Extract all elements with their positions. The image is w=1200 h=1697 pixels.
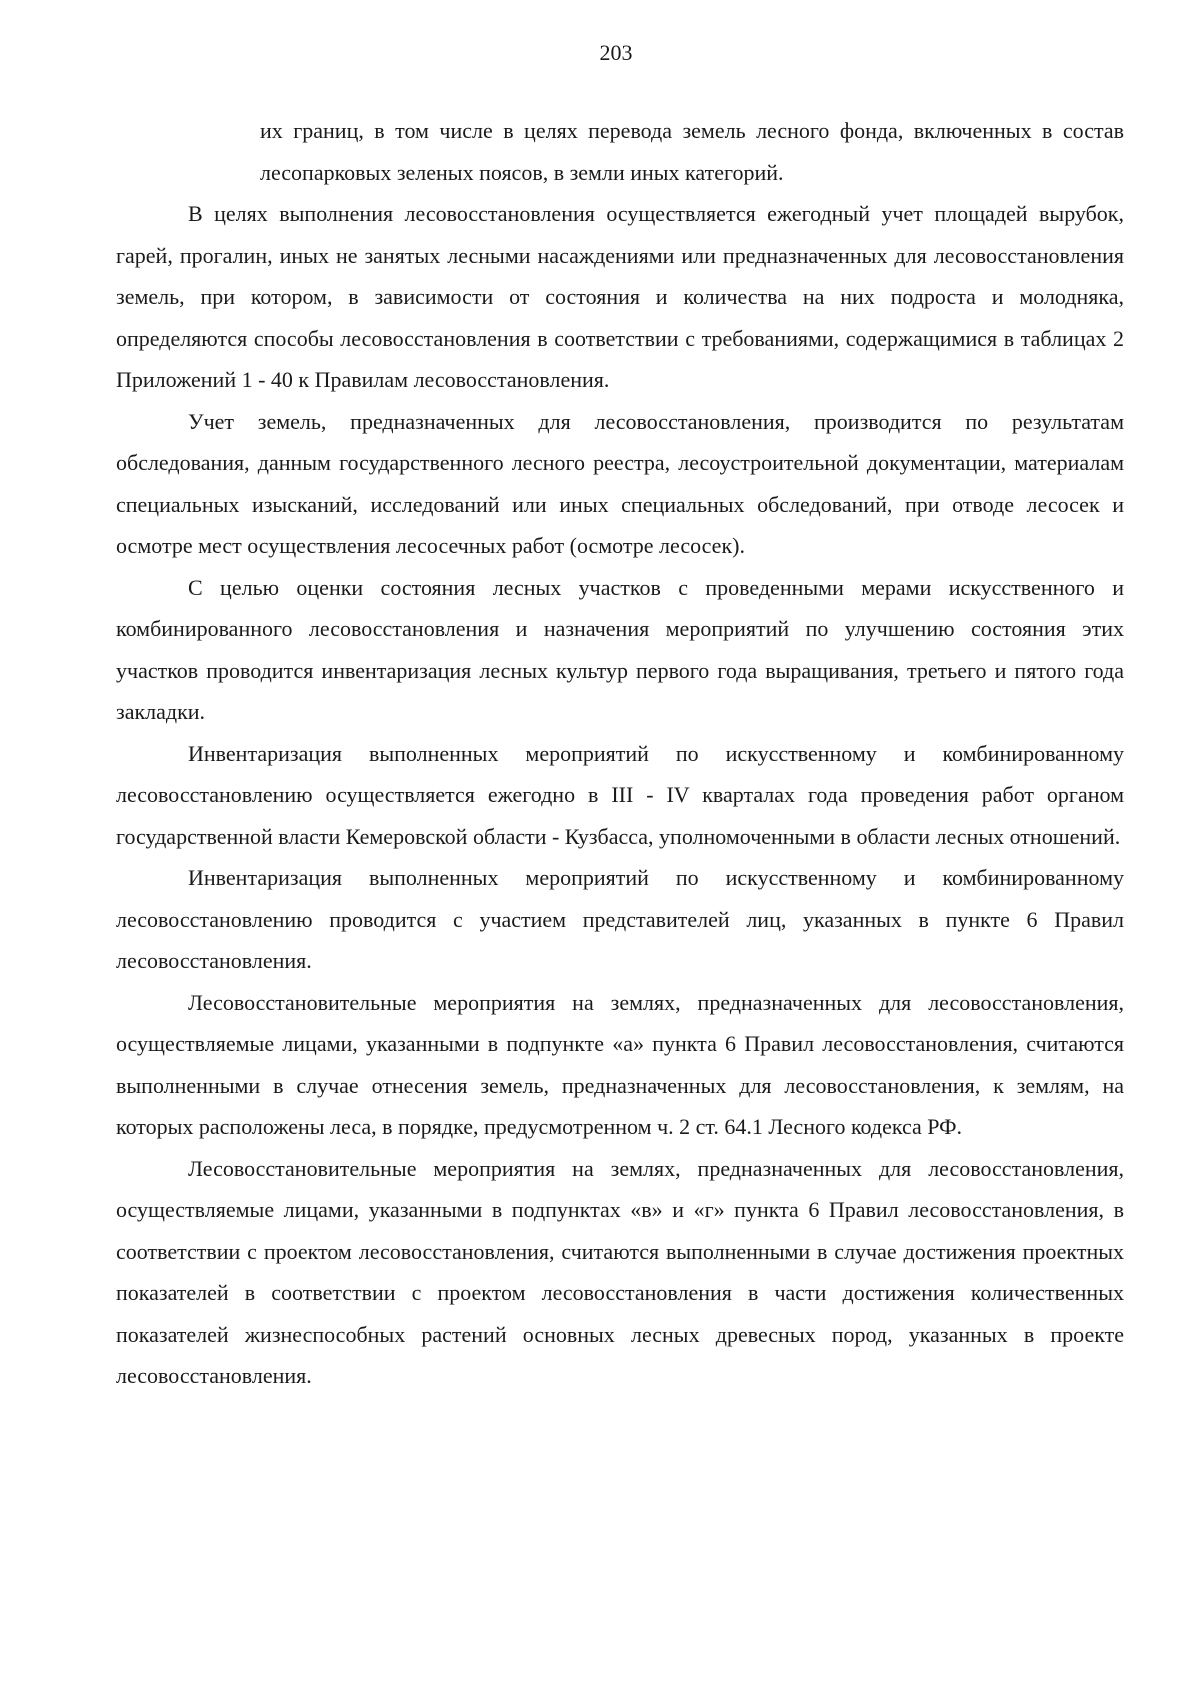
page-number: 203 xyxy=(599,40,633,65)
paragraph-land-accounting: Учет земель, предназначенных для лесовосстановления, производится по результатам обследования, данным государственного лесного реестра, лесоустроительной документации, материалам специальных изысканий, исследований или иных специальных обследований, при отводе лесосек и осмотре мест осуществления лесосечных работ (осмотре лесосек). xyxy=(116,408,1124,558)
paragraph-reforestation-accounting: В целях выполнения лесовосстановления осуществляется ежегодный учет площадей вырубок, гарей, прогалин, иных не занятых лесными насаждениями или предназначенных для лесовосстановления земель, при котором, в зависимости от состояния и количества на них подроста и молодняка, определяются способы лесовосстановления в соответствии с требованиями, содержащимися в таблицах 2 Приложений 1 - 40 к Правилам лесовосстановления. xyxy=(116,201,1124,392)
paragraph-measures-subpoint-a: Лесовосстановительные мероприятия на землях, предназначенных для лесовосстановления, осуществляемые лицами, указанными в подпункте «а» пункта 6 Правил лесовосстановления, считаются выполненными в случае отнесения земель, предназначенных для лесовосстановления, к землям, на которых расположены леса, в порядке, предусмотренном ч. 2 ст. 64.1 Лесного кодекса РФ. xyxy=(116,989,1124,1139)
paragraph-measures-subpoints-v-g: Лесовосстановительные мероприятия на землях, предназначенных для лесовосстановления, осуществляемые лицами, указанными в подпунктах «в» и «г» пункта 6 Правил лесовосстановления, в соответствии с проектом лесовосстановления, считаются выполненными в случае достижения проектных показателей в соответствии с проектом лесовосстановления в части достижения количественных показателей жизнеспособных растений основных лесных древесных пород, указанных в проекте лесовосстановления. xyxy=(116,1155,1124,1388)
paragraph-condition-assessment: С целью оценки состояния лесных участков с проведенными мерами искусственного и комбинированного лесовосстановления и назначения мероприятий по улучшению состояния этих участков проводится инвентаризация лесных культур первого года выращивания, третьего и пятого года закладки. xyxy=(116,574,1124,724)
paragraph-inventory-participants: Инвентаризация выполненных мероприятий по искусственному и комбинированному лесовосстановлению проводится с участием представителей лиц, указанных в пункте 6 Правил лесовосстановления. xyxy=(116,865,1124,973)
document-body xyxy=(116,110,1124,1397)
paragraph-inventory-schedule: Инвентаризация выполненных мероприятий по искусственному и комбинированному лесовосстановлению осуществляется ежегодно в III - IV кварталах года проведения работ органом государственной власти Кемеровской области - Кузбасса, уполномоченными в области лесных отношений. xyxy=(116,740,1124,849)
paragraph-continuation: их границ, в том числе в целях перевода земель лесного фонда, включенных в состав лесопарковых зеленых поясов, в земли иных категорий. xyxy=(260,118,1124,185)
